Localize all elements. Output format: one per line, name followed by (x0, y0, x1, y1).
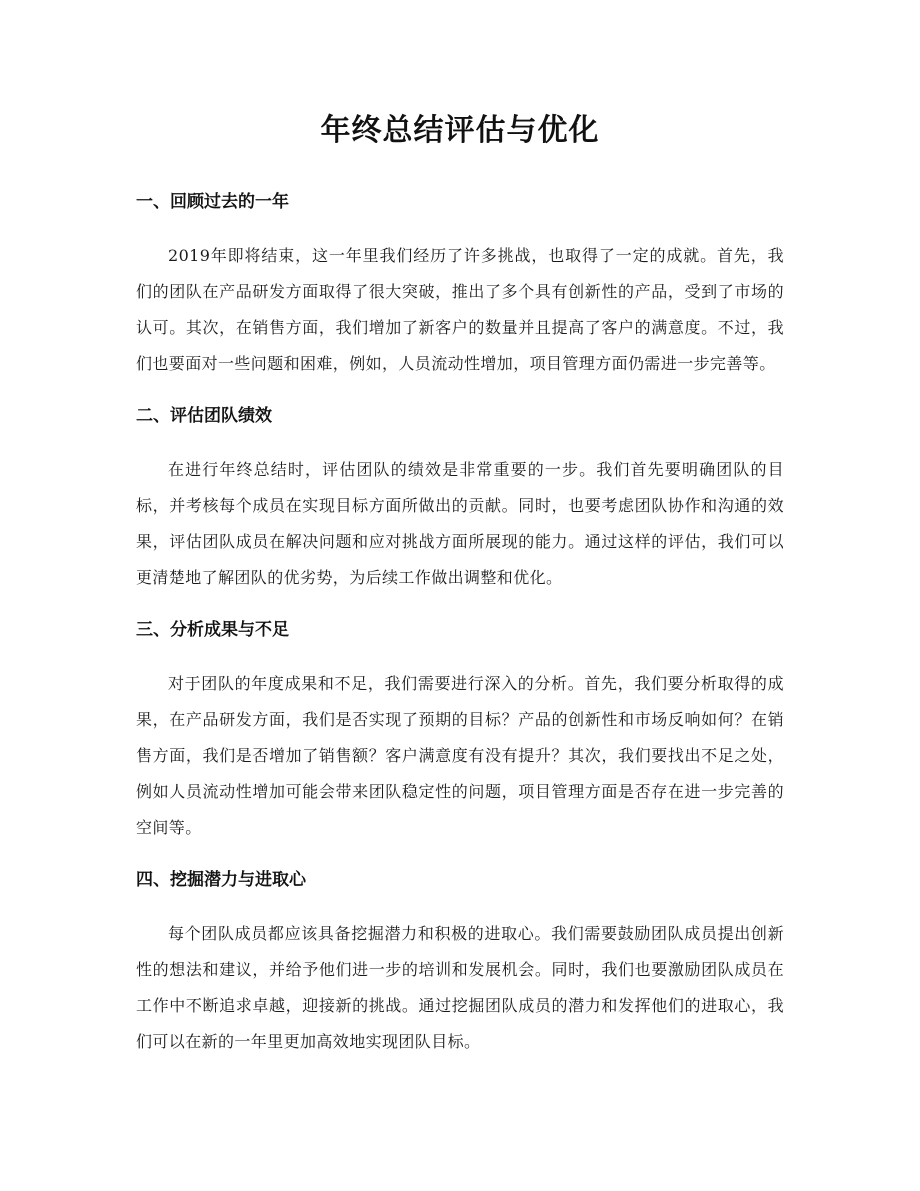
section-body-analysis: 对于团队的年度成果和不足，我们需要进行深入的分析。首先，我们要分析取得的成果，在产品研发方面，我们是否实现了预期的目标？产品的创新性和市场反响如何？在销售方面，我们是否增加了销售额？客户满意度有没有提升？其次，我们要找出不足之处，例如人员流动性增加可能会带来团队稳定性的问题，项目管理方面是否存在进一步完善的空间等。 (136, 674, 784, 837)
section-body-potential: 每个团队成员都应该具备挖掘潜力和积极的进取心。我们需要鼓励团队成员提出创新性的想法和建议，并给予他们进一步的培训和发展机会。同时，我们也要激励团队成员在工作中不断追求卓越，迎接新的挑战。通过挖掘团队成员的潜力和发挥他们的进取心，我们可以在新的一年里更加高效地实现团队目标。 (136, 924, 784, 1051)
section-heading-potential: 四、挖掘潜力与进取心 (136, 870, 306, 890)
document-title: 年终总结评估与优化 (320, 113, 600, 148)
section-heading-evaluate: 二、评估团队绩效 (136, 406, 272, 426)
section-body-review: 2019年即将结束，这一年里我们经历了许多挑战，也取得了一定的成就。首先，我们的团队在产品研发方面取得了很大突破，推出了多个具有创新性的产品，受到了市场的认可。其次，在销售方面，我们增加了新客户的数量并且提高了客户的满意度。不过，我们也要面对一些问题和困难，例如，人员流动性增加，项目管理方面仍需进一步完善等。 (136, 246, 784, 373)
section-body-evaluate: 在进行年终总结时，评估团队的绩效是非常重要的一步。我们首先要明确团队的目标，并考核每个成员在实现目标方面所做出的贡献。同时，也要考虑团队协作和沟通的效果，评估团队成员在解决问题和应对挑战方面所展现的能力。通过这样的评估，我们可以更清楚地了解团队的优劣势，为后续工作做出调整和优化。 (136, 460, 784, 587)
section-heading-review: 一、回顾过去的一年 (136, 192, 289, 212)
section-heading-analysis: 三、分析成果与不足 (136, 620, 289, 640)
